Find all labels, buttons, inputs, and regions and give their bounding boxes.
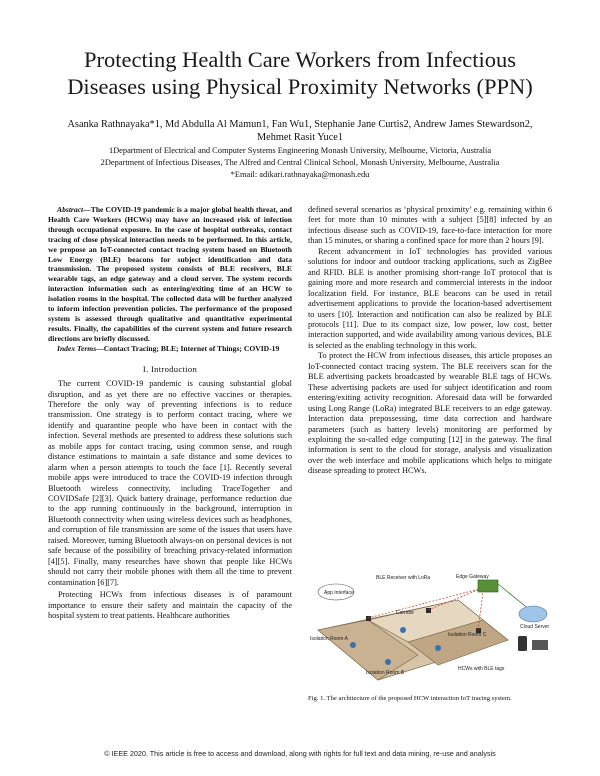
authors-line-2: Mehmet Rasit Yuce1 bbox=[257, 132, 343, 143]
label-app-interface: App Interface bbox=[324, 590, 354, 596]
label-isolation-room-b: Isolation Room B bbox=[366, 670, 405, 676]
index-terms-label: Index Terms bbox=[57, 343, 97, 353]
abstract-label: Abstract bbox=[57, 205, 84, 214]
cloud-server-icon bbox=[519, 606, 547, 622]
affiliations bbox=[20, 145, 580, 181]
label-edge-gateway: Edge Gateway bbox=[456, 574, 489, 580]
hcw-person-icon bbox=[435, 645, 441, 651]
intro-paragraph-3: defined several scenarios as ‘physical proximity’ e.g. remaining within 6 feet for more than 10 minutes with a subject [5][8] infected by an infectious disease such as COVID-19, face-to-face interaction for more than 15 minutes, or sharing a confined space for more than 2 hours [9]. bbox=[308, 205, 552, 246]
index-terms-text: —Contact Tracing; BLE; Internet of Things; COVID-19 bbox=[96, 343, 280, 353]
laptop-icon bbox=[532, 640, 548, 650]
label-isolation-room-a: Isolation Room A bbox=[310, 636, 348, 642]
ble-receiver-icon bbox=[426, 608, 431, 613]
email: *Email: adikari.rathnayaka@monash.edu bbox=[230, 170, 370, 179]
title-line-1: Protecting Health Care Workers from Infectious bbox=[83, 47, 516, 72]
hcw-person-icon bbox=[350, 642, 356, 648]
figure-caption: Fig. 1. The architecture of the proposed HCW interaction IoT tracing system. bbox=[308, 695, 512, 702]
architecture-figure bbox=[308, 570, 554, 688]
left-column bbox=[48, 205, 292, 621]
hcw-person-icon bbox=[400, 627, 406, 633]
paper-title bbox=[0, 46, 600, 100]
ble-receiver-icon bbox=[366, 616, 371, 621]
mobile-phone-icon bbox=[518, 636, 527, 651]
label-ble-receiver: BLE Receiver with LoRa bbox=[376, 575, 431, 581]
intro-paragraph-5: To protect the HCW from infectious diseases, this article proposes an IoT-connected contact tracing system. The BLE receivers scan for the BLE advertising packets broadcasted by wearable BLE tags of HCWs. These advertising packets are used for subject identification and room entering/exiting activity recognition. Aforesaid data will be forwarded using Long Range (LoRa) integrated BLE receivers to an edge gateway. Interaction data prepossessing, time data correction and hardware parameters (such as battery levels) monitoring are performed by exploiting the so-called edge computing [12] in the gateway. The final information is sent to the cloud for storage, analysis and visualization over the web interface and mobile applications which helps to mitigate disease spreading to protect HCWs. bbox=[308, 351, 552, 476]
intro-paragraph-2: Protecting HCWs from infectious diseases is of paramount importance to ensure their safety and maintain the capacity of the hospital system to treat patients. Healthcare authorities bbox=[48, 590, 292, 621]
index-terms bbox=[48, 344, 292, 354]
copyright-footer: © IEEE 2020. This article is free to access and download, along with rights for full text and data mining, re-use and analysis bbox=[104, 749, 496, 758]
abstract bbox=[48, 205, 292, 344]
label-corridor: Corridor bbox=[396, 610, 415, 616]
affiliation-2: 2Department of Infectious Diseases, The Alfred and Central Clinical School, Monash University, Melbourne, Australia bbox=[100, 158, 500, 167]
title-line-2: Diseases using Physical Proximity Networks (PPN) bbox=[67, 74, 533, 99]
label-hcw-tags: HCWs with BLE tags bbox=[458, 666, 505, 672]
intro-paragraph-4: Recent advancement in IoT technologies has provided various solutions for indoor and outdoor tracking applications, such as ZigBee and RFID. BLE is another promising short-range IoT protocol that is gaining more and more research and commercial interests in the indoor localization field. For instance, BLE beacons can be used in retail advertisement applications to provide the location-based advertisement to users [10]. Interaction and notification can also be realized by BLE protocols [11]. Due to its compact size, low power, low cost, better interaction supported, and wide availability among various devices, BLE is selected as the enabling technology in this work. bbox=[308, 246, 552, 350]
hcw-person-icon bbox=[385, 659, 391, 665]
authors-line-1: Asanka Rathnayaka*1, Md Abdulla Al Mamun1, Fan Wu1, Stephanie Jane Curtis2, Andrew James Stewardson2, bbox=[67, 119, 533, 130]
edge-gateway-icon bbox=[478, 580, 498, 592]
section-heading: I. Introduction bbox=[142, 363, 198, 374]
author-list bbox=[20, 118, 580, 144]
affiliation-1: 1Department of Electrical and Computer Systems Engineering Monash University, Melbourne, Victoria, Australia bbox=[108, 146, 492, 155]
label-isolation-room-c: Isolation Room C bbox=[448, 632, 487, 638]
abstract-text: —The COVID-19 pandemic is a major global health threat, and Health Care Workers (HCWs) may have an increased risk of infection through occupational exposure. In the case of hospital outbreaks, contact tracing of close physical interaction needs to be performed. In this article, we propose an IoT-connected contact tracing system based on Bluetooth Low Energy (BLE) beacons for subject identification and data transmission. The proposed system consists of BLE receivers, BLE wearable tags, an edge gateway and a cloud server. The system records interaction information such as entering/exiting time of an HCW to isolation rooms in the hospital. The collected data will be further analyzed to inform infection prevention policies. The performance of the proposed system is assessed through qualitative and quantitative experimental results. Finally, the capabilities of the current system and future research directions are briefly discussed. bbox=[48, 205, 292, 343]
right-column bbox=[308, 205, 552, 477]
label-cloud-server: Cloud Server bbox=[520, 624, 550, 630]
intro-paragraph-1: The current COVID-19 pandemic is causing substantial global disruption, and as yet there are no effective vaccines or therapies. Therefore the only way of preventing infections is to reduce transmission. One strategy is to perform contact tracing, where we identify and quarantine people who have been in contact with the infection. Several methods are presented to address these solutions such as mobile apps for contact tracing, using common sense, and rough distance estimations to maintain a safe distance and some devices to alarm when a person attempts to touch the face [1]. Recently several mobile apps were introduced to trace the COVID-19 infection through Bluetooth wireless connectivity, including TraceTogether and COVIDSafe [2][3]. Quick battery drainage, performance reduction due to the app running continuously in the background, interruption in Bluetooth connectivity when using wireless devices such as headphones, and corruption of file transmission are some of the issues that users have raised. Moreover, turning Bluetooth always-on on personal devices is not safe because of the possibility of breaching privacy-related information [4][5]. Finally, many researches have shown that people like HCWs should not carry their mobile phones with them all the time to prevent contamination [6][7]. bbox=[48, 379, 292, 587]
